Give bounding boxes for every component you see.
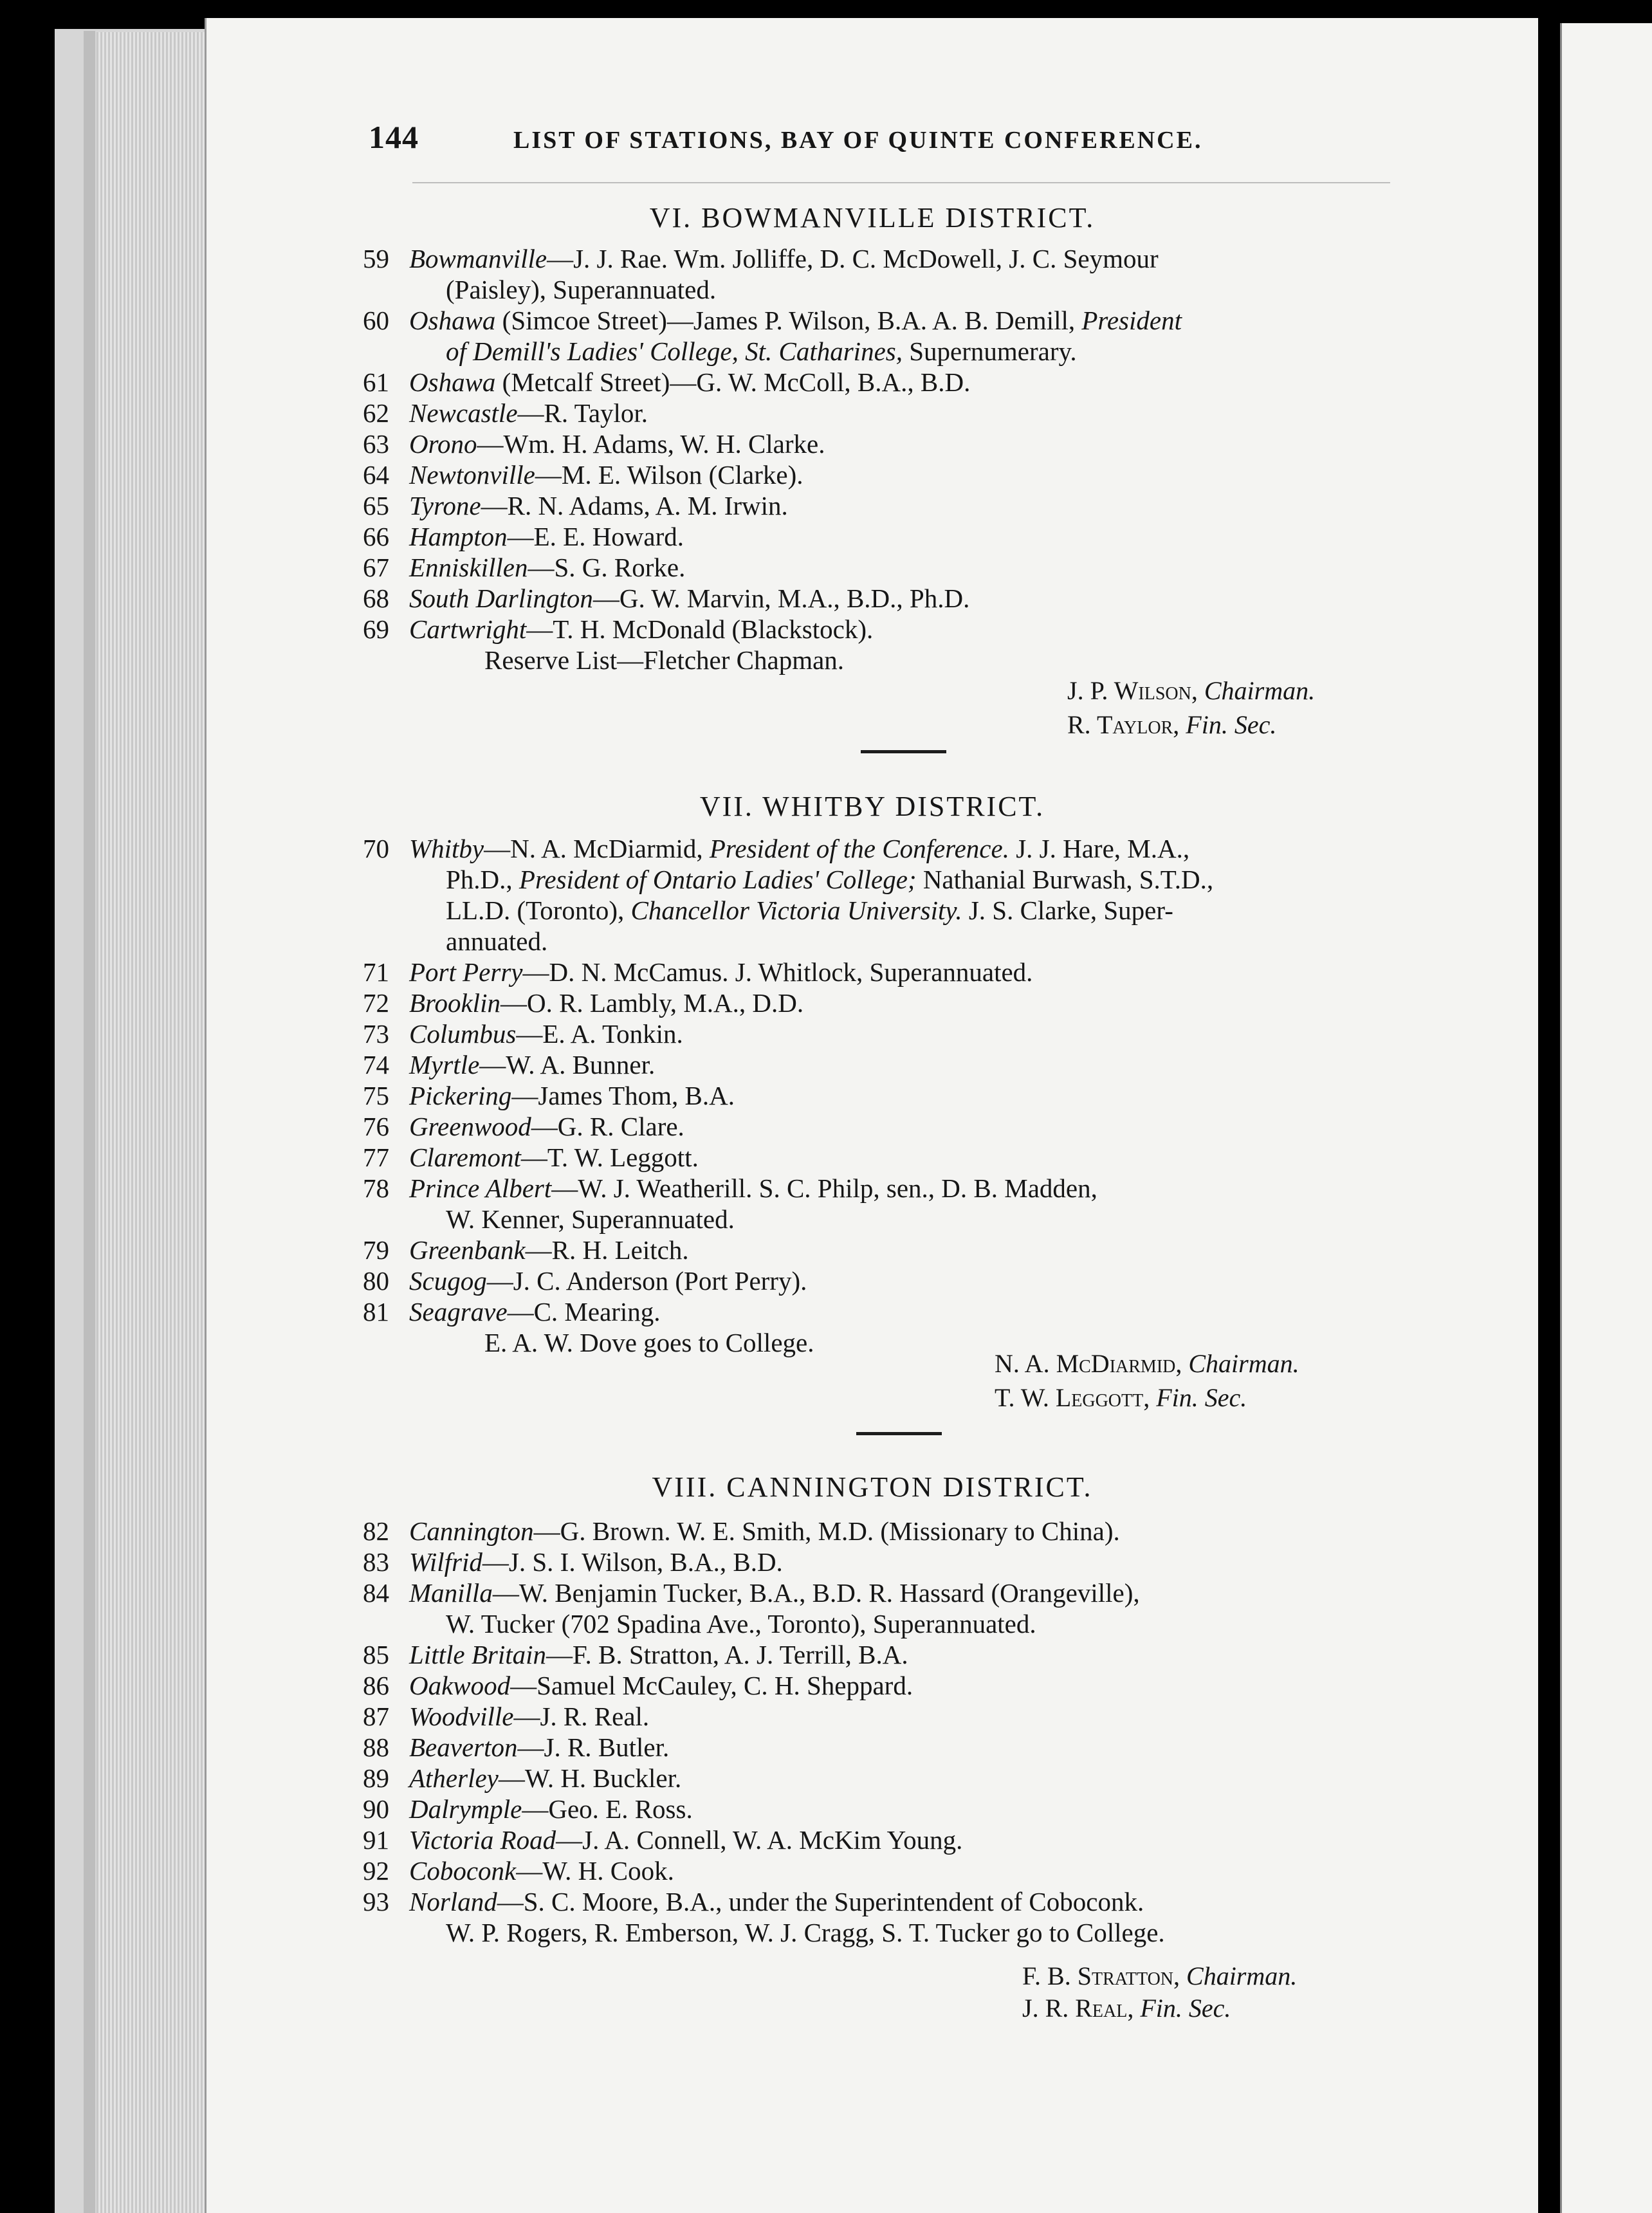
station-place: Cannington bbox=[409, 1516, 534, 1546]
station-entry bbox=[206, 1235, 1538, 1265]
station-place: Whitby bbox=[409, 834, 484, 863]
station-place: Bowmanville bbox=[409, 244, 547, 273]
station-text bbox=[409, 1235, 1516, 1265]
station-text bbox=[409, 1701, 1516, 1732]
station-text bbox=[409, 614, 1516, 645]
station-ministers: —M. E. Wilson (Clarke). bbox=[535, 460, 803, 490]
signature-chairman: J. P. Wilson, Chairman. bbox=[1067, 676, 1316, 705]
station-entry bbox=[206, 243, 1538, 274]
note-text: W. P. Rogers, R. Emberson, W. J. Cragg, S. T. Tucker go to College. bbox=[446, 1918, 1165, 1947]
station-ministers: —Samuel McCauley, C. H. Sheppard. bbox=[510, 1671, 913, 1700]
station-text bbox=[409, 1173, 1516, 1204]
note-text: E. A. W. Dove goes to College. bbox=[484, 1328, 814, 1357]
station-place: Little Britain bbox=[409, 1640, 546, 1669]
station-place: Scugog bbox=[409, 1266, 487, 1296]
station-number: 88 bbox=[363, 1732, 389, 1762]
station-text bbox=[409, 1577, 1516, 1608]
station-entry bbox=[206, 428, 1538, 459]
station-place: Coboconk bbox=[409, 1856, 517, 1886]
station-continuation bbox=[206, 1204, 1538, 1235]
station-place: Hampton bbox=[409, 522, 508, 551]
continuation-text bbox=[446, 274, 1514, 305]
station-place: Claremont bbox=[409, 1143, 521, 1172]
section-separator bbox=[861, 750, 946, 753]
station-number: 59 bbox=[363, 244, 389, 273]
station-place: Port Perry bbox=[409, 957, 523, 987]
note-text: Reserve List—Fletcher Chapman. bbox=[484, 645, 845, 675]
section-separator bbox=[856, 1432, 942, 1435]
station-number: 74 bbox=[363, 1050, 389, 1079]
station-number: 81 bbox=[363, 1297, 389, 1327]
continuation-italic: of Demill's Ladies' College, St. Catharines, bbox=[446, 336, 903, 366]
station-text bbox=[409, 428, 1516, 459]
station-entry bbox=[206, 1794, 1538, 1824]
station-place: Enniskillen bbox=[409, 553, 528, 582]
station-entry bbox=[206, 398, 1538, 428]
station-entry bbox=[206, 1018, 1538, 1049]
station-place: Oshawa bbox=[409, 367, 496, 397]
station-place: Beaverton bbox=[409, 1732, 518, 1762]
station-number: 63 bbox=[363, 429, 389, 459]
signature-chairman: N. A. McDiarmid, Chairman. bbox=[995, 1349, 1299, 1378]
station-number: 91 bbox=[363, 1825, 389, 1855]
station-text bbox=[409, 1296, 1516, 1327]
station-continuation bbox=[206, 336, 1538, 367]
station-place: Oakwood bbox=[409, 1671, 511, 1700]
station-number: 84 bbox=[363, 1578, 389, 1608]
station-ministers: J. J. Hare, M.A., bbox=[1009, 834, 1190, 863]
station-title: President bbox=[1081, 306, 1182, 335]
station-title: President of the Conference. bbox=[709, 834, 1009, 863]
station-ministers: —Wm. H. Adams, W. H. Clarke. bbox=[477, 429, 825, 459]
station-place: Norland bbox=[409, 1887, 497, 1916]
station-text bbox=[409, 1142, 1516, 1173]
station-place: Woodville bbox=[409, 1702, 514, 1731]
station-ministers: —W. A. Bunner. bbox=[479, 1050, 656, 1079]
continuation-plain: J. S. Clarke, Super- bbox=[962, 895, 1173, 925]
station-place: Oshawa bbox=[409, 306, 496, 335]
station-entry bbox=[206, 1173, 1538, 1204]
station-number: 76 bbox=[363, 1112, 389, 1141]
district-note bbox=[206, 1917, 1538, 1948]
station-entry bbox=[206, 1142, 1538, 1173]
station-number: 66 bbox=[363, 522, 389, 551]
district-heading-bowmanville: VI. BOWMANVILLE DISTRICT. bbox=[649, 202, 1096, 234]
continuation-text bbox=[446, 864, 1514, 895]
station-continuation bbox=[206, 864, 1538, 895]
station-entry bbox=[206, 305, 1538, 336]
station-text bbox=[409, 833, 1516, 864]
station-entry bbox=[206, 1111, 1538, 1142]
station-place: Prince Albert bbox=[409, 1173, 552, 1203]
continuation-plain: Nathanial Burwash, S.T.D., bbox=[916, 865, 1214, 894]
station-entry bbox=[206, 1670, 1538, 1701]
continuation-plain: W. Kenner, Superannuated. bbox=[446, 1204, 735, 1234]
station-text bbox=[409, 1732, 1516, 1763]
station-ministers: (Simcoe Street)—James P. Wilson, B.A. A. B. Demill, bbox=[495, 306, 1082, 335]
station-number: 70 bbox=[363, 834, 389, 863]
station-ministers: —J. J. Rae. Wm. Jolliffe, D. C. McDowell, J. C. Seymour bbox=[547, 244, 1159, 273]
book-page-edges bbox=[96, 32, 206, 2213]
station-number: 87 bbox=[363, 1702, 389, 1731]
station-entry bbox=[206, 490, 1538, 521]
book-spine-shadow bbox=[84, 31, 95, 2213]
station-text bbox=[409, 1886, 1516, 1917]
continuation-plain: W. Tucker (702 Spadina Ave., Toronto), Superannuated. bbox=[446, 1609, 1036, 1639]
station-entry bbox=[206, 1639, 1538, 1670]
station-ministers: —F. B. Stratton, A. J. Terrill, B.A. bbox=[546, 1640, 908, 1669]
facing-page-edge bbox=[1560, 23, 1652, 2213]
station-entry bbox=[206, 1296, 1538, 1327]
station-ministers: —W. H. Buckler. bbox=[498, 1763, 682, 1793]
station-entry bbox=[206, 1824, 1538, 1855]
station-text bbox=[409, 1639, 1516, 1670]
station-text bbox=[409, 1111, 1516, 1142]
station-ministers: —S. C. Moore, B.A., under the Superintendent of Coboconk. bbox=[497, 1887, 1144, 1916]
station-entry bbox=[206, 1732, 1538, 1763]
station-text bbox=[409, 490, 1516, 521]
station-text bbox=[409, 243, 1516, 274]
station-place: Brooklin bbox=[409, 988, 500, 1018]
station-continuation bbox=[206, 895, 1538, 926]
station-place: Seagrave bbox=[409, 1297, 508, 1327]
station-place: Dalrymple bbox=[409, 1794, 522, 1824]
station-place: Manilla bbox=[409, 1578, 493, 1608]
station-ministers: —J. R. Butler. bbox=[517, 1732, 670, 1762]
station-text bbox=[409, 1080, 1516, 1111]
station-number: 93 bbox=[363, 1887, 389, 1916]
station-text bbox=[409, 1670, 1516, 1701]
station-number: 79 bbox=[363, 1235, 389, 1265]
station-number: 67 bbox=[363, 553, 389, 582]
district-heading-cannington: VIII. CANNINGTON DISTRICT. bbox=[652, 1471, 1093, 1503]
station-entry bbox=[206, 1886, 1538, 1917]
station-ministers: —N. A. McDiarmid, bbox=[484, 834, 710, 863]
station-ministers: —R. Taylor. bbox=[517, 398, 648, 428]
station-text bbox=[409, 459, 1516, 490]
station-number: 62 bbox=[363, 398, 389, 428]
station-number: 68 bbox=[363, 583, 389, 613]
station-place: Victoria Road bbox=[409, 1825, 556, 1855]
document-page bbox=[205, 18, 1538, 2213]
station-ministers: —D. N. McCamus. J. Whitlock, Superannuated. bbox=[522, 957, 1033, 987]
station-entry bbox=[206, 1080, 1538, 1111]
station-ministers: —J. A. Connell, W. A. McKim Young. bbox=[556, 1825, 963, 1855]
station-entry bbox=[206, 1763, 1538, 1794]
station-ministers: —S. G. Rorke. bbox=[528, 553, 686, 582]
station-place: Atherley bbox=[409, 1763, 499, 1793]
page-number: 144 bbox=[369, 119, 419, 155]
station-continuation bbox=[206, 274, 1538, 305]
continuation-text bbox=[446, 1204, 1514, 1235]
station-entry bbox=[206, 614, 1538, 645]
station-text bbox=[409, 1018, 1516, 1049]
station-number: 89 bbox=[363, 1763, 389, 1793]
station-entry bbox=[206, 1049, 1538, 1080]
continuation-text bbox=[446, 895, 1514, 926]
station-ministers: —E. E. Howard. bbox=[507, 522, 684, 551]
running-title: LIST OF STATIONS, BAY OF QUINTE CONFERENCE. bbox=[513, 127, 1203, 154]
continuation-text bbox=[446, 336, 1514, 367]
station-ministers: —R. N. Adams, A. M. Irwin. bbox=[481, 491, 788, 520]
station-text bbox=[409, 1049, 1516, 1080]
station-ministers: —G. W. Marvin, M.A., B.D., Ph.D. bbox=[592, 583, 970, 613]
continuation-italic: Chancellor Victoria University. bbox=[630, 895, 962, 925]
station-entry bbox=[206, 1516, 1538, 1547]
station-ministers: —R. H. Leitch. bbox=[525, 1235, 689, 1265]
station-number: 65 bbox=[363, 491, 389, 520]
station-number: 90 bbox=[363, 1794, 389, 1824]
station-number: 78 bbox=[363, 1173, 389, 1203]
station-entry bbox=[206, 367, 1538, 398]
station-number: 83 bbox=[363, 1547, 389, 1577]
station-entry bbox=[206, 833, 1538, 864]
station-ministers: —J. C. Anderson (Port Perry). bbox=[486, 1266, 807, 1296]
signature-fin-sec: R. Taylor, Fin. Sec. bbox=[1067, 710, 1277, 739]
station-entry bbox=[206, 552, 1538, 583]
signature-fin-sec: T. W. Leggott, Fin. Sec. bbox=[995, 1383, 1247, 1412]
station-text bbox=[409, 1547, 1516, 1577]
continuation-plain: LL.D. (Toronto), bbox=[446, 895, 631, 925]
station-ministers: —E. A. Tonkin. bbox=[516, 1019, 683, 1049]
station-place: South Darlington bbox=[409, 583, 593, 613]
station-text bbox=[409, 1763, 1516, 1794]
station-ministers: —T. W. Leggott. bbox=[520, 1143, 699, 1172]
station-entry bbox=[206, 1701, 1538, 1732]
station-place: Pickering bbox=[409, 1081, 512, 1110]
station-number: 75 bbox=[363, 1081, 389, 1110]
station-ministers: —J. S. I. Wilson, B.A., B.D. bbox=[482, 1547, 783, 1577]
station-place: Wilfrid bbox=[409, 1547, 482, 1577]
station-place: Greenbank bbox=[409, 1235, 526, 1265]
station-entry bbox=[206, 1577, 1538, 1608]
station-text bbox=[409, 1516, 1516, 1547]
station-ministers: —Geo. E. Ross. bbox=[522, 1794, 693, 1824]
continuation-plain: annuated. bbox=[446, 926, 548, 956]
station-place: Tyrone bbox=[409, 491, 481, 520]
station-text bbox=[409, 957, 1516, 987]
continuation-italic: President of Ontario Ladies' College; bbox=[519, 865, 917, 894]
station-number: 71 bbox=[363, 957, 389, 987]
station-ministers: —James Thom, B.A. bbox=[511, 1081, 735, 1110]
station-number: 64 bbox=[363, 460, 389, 490]
station-ministers: —T. H. McDonald (Blackstock). bbox=[526, 614, 874, 644]
station-place: Columbus bbox=[409, 1019, 517, 1049]
station-place: Newcastle bbox=[409, 398, 518, 428]
station-ministers: —W. Benjamin Tucker, B.A., B.D. R. Hassard (Orangeville), bbox=[492, 1578, 1140, 1608]
header-rule bbox=[412, 182, 1390, 183]
station-number: 72 bbox=[363, 988, 389, 1018]
station-text bbox=[409, 987, 1516, 1018]
station-ministers: —W. J. Weatherill. S. C. Philp, sen., D. B. Madden, bbox=[551, 1173, 1097, 1203]
station-place: Newtonville bbox=[409, 460, 535, 490]
station-text bbox=[409, 305, 1516, 336]
station-text bbox=[409, 1824, 1516, 1855]
station-text bbox=[409, 398, 1516, 428]
continuation-text bbox=[446, 926, 1514, 957]
station-entry bbox=[206, 459, 1538, 490]
station-text bbox=[409, 1794, 1516, 1824]
station-entry bbox=[206, 1855, 1538, 1886]
continuation-plain: Ph.D., bbox=[446, 865, 519, 894]
page-header bbox=[369, 106, 1652, 163]
station-text bbox=[409, 521, 1516, 552]
station-number: 80 bbox=[363, 1266, 389, 1296]
station-number: 61 bbox=[363, 367, 389, 397]
station-entry bbox=[206, 521, 1538, 552]
district-note bbox=[206, 1327, 1538, 1358]
station-number: 77 bbox=[363, 1143, 389, 1172]
district-note bbox=[206, 645, 1538, 675]
station-place: Cartwright bbox=[409, 614, 527, 644]
station-entry bbox=[206, 1547, 1538, 1577]
continuation-plain: (Paisley), Superannuated. bbox=[446, 275, 717, 304]
station-text bbox=[409, 552, 1516, 583]
signature-fin-sec: J. R. Real, Fin. Sec. bbox=[1022, 1994, 1231, 2023]
station-text bbox=[409, 367, 1516, 398]
continuation-plain: Supernumerary. bbox=[902, 336, 1077, 366]
station-number: 82 bbox=[363, 1516, 389, 1546]
station-text bbox=[409, 1265, 1516, 1296]
station-place: Greenwood bbox=[409, 1112, 531, 1141]
station-text bbox=[409, 583, 1516, 614]
station-number: 73 bbox=[363, 1019, 389, 1049]
station-number: 85 bbox=[363, 1640, 389, 1669]
district-heading-whitby: VII. WHITBY DISTRICT. bbox=[699, 791, 1045, 822]
station-number: 69 bbox=[363, 614, 389, 644]
station-ministers: —W. H. Cook. bbox=[516, 1856, 674, 1886]
station-number: 86 bbox=[363, 1671, 389, 1700]
station-entry bbox=[206, 987, 1538, 1018]
station-ministers: —G. R. Clare. bbox=[531, 1112, 684, 1141]
station-ministers: —O. R. Lambly, M.A., D.D. bbox=[500, 988, 804, 1018]
station-number: 60 bbox=[363, 306, 389, 335]
signature-chairman: F. B. Stratton, Chairman. bbox=[1022, 1961, 1298, 1990]
station-place: Orono bbox=[409, 429, 477, 459]
station-number: 92 bbox=[363, 1856, 389, 1886]
continuation-text bbox=[446, 1608, 1514, 1639]
station-ministers: —G. Brown. W. E. Smith, M.D. (Missionary to China). bbox=[533, 1516, 1120, 1546]
station-entry bbox=[206, 1265, 1538, 1296]
station-ministers: (Metcalf Street)—G. W. McColl, B.A., B.D. bbox=[495, 367, 971, 397]
station-text bbox=[409, 1855, 1516, 1886]
station-place: Myrtle bbox=[409, 1050, 480, 1079]
station-ministers: —J. R. Real. bbox=[513, 1702, 650, 1731]
station-continuation bbox=[206, 926, 1538, 957]
station-entry bbox=[206, 957, 1538, 987]
station-continuation bbox=[206, 1608, 1538, 1639]
station-entry bbox=[206, 583, 1538, 614]
station-ministers: —C. Mearing. bbox=[507, 1297, 661, 1327]
